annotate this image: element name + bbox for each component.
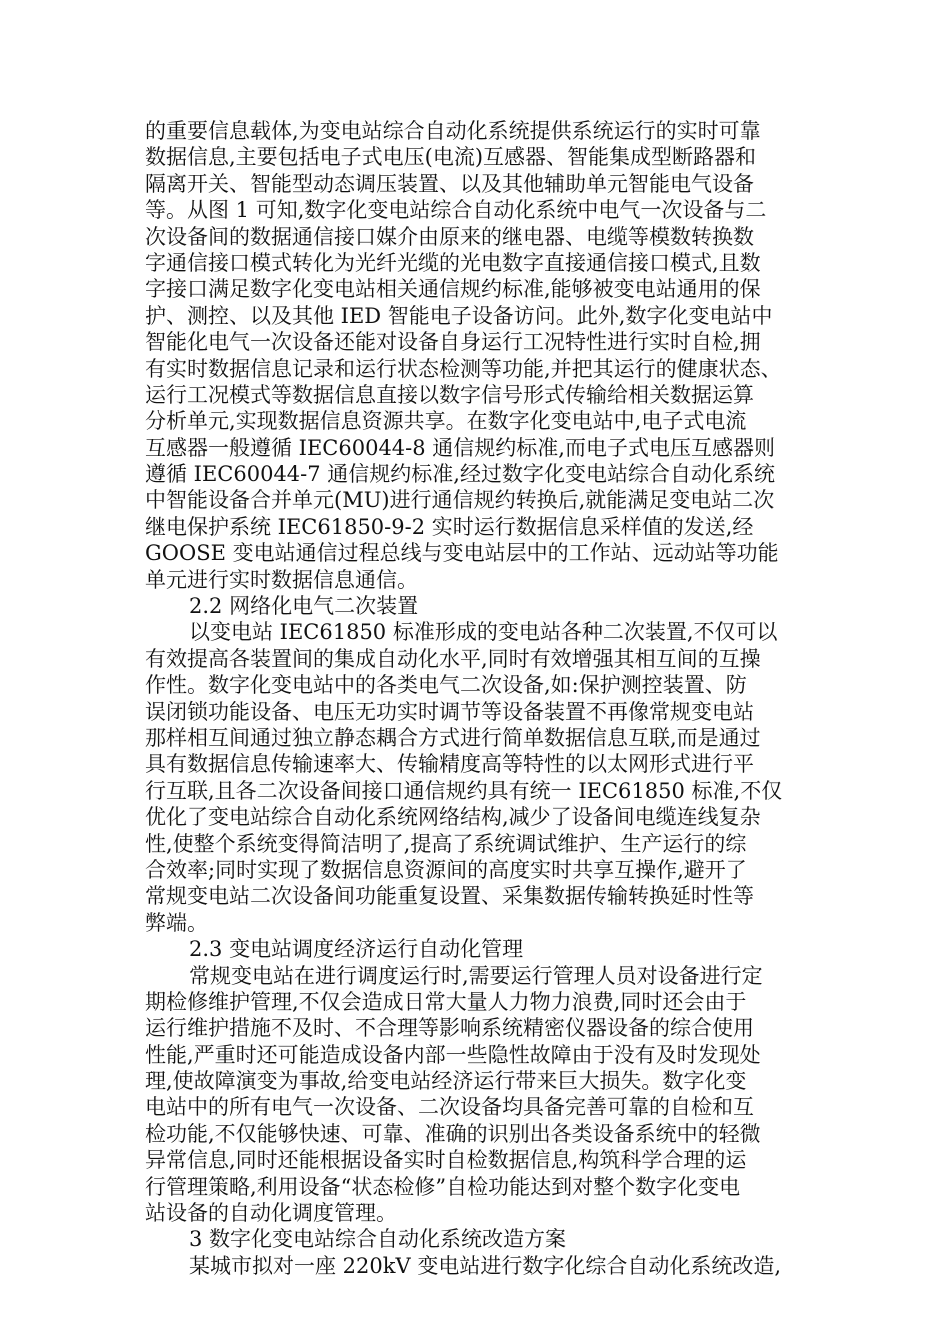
text-line: 智能化电气一次设备还能对设备自身运行工况特性进行实时自检,拥: [145, 330, 761, 355]
text-line: 常规变电站二次设备间功能重复设置、采集数据传输转换延时性等: [145, 884, 754, 909]
text-line: 运行维护措施不及时、不合理等影响系统精密仪器设备的综合使用: [145, 1016, 754, 1041]
text-line: 的重要信息载体,为变电站综合自动化系统提供系统运行的实时可靠: [145, 119, 761, 143]
text-line: 分析单元,实现数据信息资源共享。在数字化变电站中,电子式电流: [145, 409, 747, 434]
text-line: 理,使故障演变为事故,给变电站经济运行带来巨大损失。数字化变: [145, 1069, 747, 1094]
paragraph-start-line: 常规变电站在进行调度运行时,需要运行管理人员对设备进行定: [189, 963, 763, 988]
paragraph-start-line: 以变电站 IEC61850 标准形成的变电站各种二次装置,不仅可以: [189, 620, 778, 645]
text-line: 等。从图 1 可知,数字化变电站综合自动化系统中电气一次设备与二: [145, 198, 767, 223]
text-line: 弊端。: [145, 910, 208, 935]
text-line: 那样相互间通过独立静态耦合方式进行简单数据信息互联,而是通过: [145, 725, 761, 750]
text-line: 运行工况模式等数据信息直接以数字信号形式传输给相关数据运算: [145, 382, 754, 407]
body-text: [145, 118, 825, 1279]
text-line: 异常信息,同时还能根据设备实时自检数据信息,构筑科学合理的运: [145, 1148, 747, 1173]
paragraph-start-line: 某城市拟对一座 220kV 变电站进行数字化综合自动化系统改造,: [189, 1253, 781, 1278]
text-line: 遵循 IEC60044-7 通信规约标准,经过数字化变电站综合自动化系统: [145, 462, 775, 487]
text-line: 误闭锁功能设备、电压无功实时调节等设备装置不再像常规变电站: [145, 699, 754, 724]
text-line: 中智能设备合并单元(MU)进行通信规约转换后,就能满足变电站二次: [145, 488, 775, 513]
text-line: 次设备间的数据通信接口媒介由原来的继电器、电缆等模数转换数: [145, 224, 754, 249]
text-line: 检功能,不仅能够快速、可靠、准确的识别出各类设备系统中的轻微: [145, 1121, 761, 1146]
text-line: 隔离开关、智能型动态调压装置、以及其他辅助单元智能电气设备: [145, 171, 754, 196]
text-line: 字接口满足数字化变电站相关通信规约标准,能够被变电站通用的保: [145, 277, 761, 302]
text-line: 期检修维护管理,不仅会造成日常大量人力物力浪费,同时还会由于: [145, 989, 747, 1014]
text-line: 站设备的自动化调度管理。: [145, 1201, 397, 1226]
text-line: 有效提高各装置间的集成自动化水平,同时有效增强其相互间的互操: [145, 646, 761, 671]
text-line: 行管理策略,利用设备“状态检修”自检功能达到对整个数字化变电: [145, 1174, 741, 1199]
paragraph-start-line: 3 数字化变电站综合自动化系统改造方案: [189, 1227, 567, 1252]
text-line: 优化了变电站综合自动化系统网络结构,减少了设备间电缆连线复杂: [145, 805, 761, 830]
text-line: 行互联,且各二次设备间接口通信规约具有统一 IEC61850 标准,不仅: [145, 778, 783, 803]
text-line: 继电保护系统 IEC61850-9-2 实时运行数据信息采样值的发送,经: [145, 514, 754, 539]
paragraph-start-line: 2.2 网络化电气二次装置: [189, 594, 419, 619]
text-line: 单元进行实时数据信息通信。: [145, 567, 418, 592]
text-line: 具有数据信息传输速率大、传输精度高等特性的以太网形式进行平: [145, 752, 754, 777]
text-line: 字通信接口模式转化为光纤光缆的光电数字直接通信接口模式,且数: [145, 250, 761, 275]
text-line: 互感器一般遵循 IEC60044-8 通信规约标准,而电子式电压互感器则: [145, 435, 775, 460]
text-line: 性能,严重时还可能造成设备内部一些隐性故障由于没有及时发现处: [145, 1042, 761, 1067]
text-line: GOOSE 变电站通信过程总线与变电站层中的工作站、远动站等功能: [145, 541, 779, 566]
text-line: 电站中的所有电气一次设备、二次设备均具备完善可靠的自检和互: [145, 1095, 754, 1120]
paragraph-start-line: 2.3 变电站调度经济运行自动化管理: [189, 937, 524, 962]
text-line: 护、测控、以及其他 IED 智能电子设备访问。此外,数字化变电站中: [145, 303, 773, 328]
text-line: 有实时数据信息记录和运行状态检测等功能,并把其运行的健康状态、: [145, 356, 782, 381]
text-line: 作性。数字化变电站中的各类电气二次设备,如:保护测控装置、防: [145, 673, 747, 698]
text-line: 数据信息,主要包括电子式电压(电流)互感器、智能集成型断路器和: [145, 145, 757, 170]
text-line: 性,使整个系统变得简洁明了,提高了系统调试维护、生产运行的综: [145, 831, 747, 856]
text-line: 合效率;同时实现了数据信息资源间的高度实时共享互操作,避开了: [145, 857, 747, 882]
